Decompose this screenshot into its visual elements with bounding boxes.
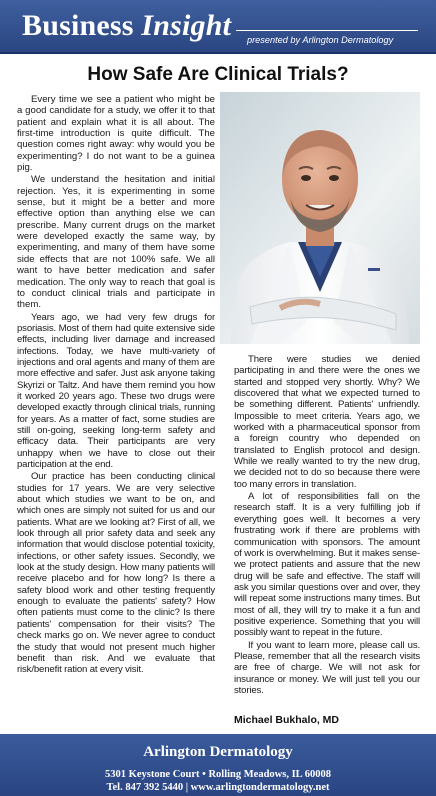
author-signature: Michael Bukhalo, MD	[234, 714, 340, 726]
paragraph-contact-invite: If you want to learn more, please call us. Please, remember that all the research visits are free of charge. We will not ask for insurance or money. We will just tell you our stories.	[234, 639, 420, 696]
presented-by: presented by Arlington Dermatology	[247, 35, 394, 45]
paragraph-denied-studies: There were studies we denied participating in and there were the ones we started and stopped very shortly. Why? We discovered that what we expected turned to be something different. Patients' unfriendly. Impossible to meet criteria. Years ago, we worked with a pharmaceutical sponsor from a foreign country who depended on translated to English protocol and design. While we really wanted to try the new drug, we decided not to do so because there were too many errors in translation.	[234, 354, 420, 490]
footer-address: 5301 Keystone Court • Rolling Meadows, IL 60008	[105, 769, 331, 780]
header-banner	[0, 0, 436, 54]
left-column	[17, 94, 215, 676]
paragraph-psoriasis: Years ago, we had very few drugs for psoriasis. Most of them had quite extensive side effects, including liver damage and increased infections. Today, we have multi-variety of injections and oral agents and many of them are more effective and safer. Just ask anyone taking Skyrizi or Taltz. And have them remind you how it worked 20 years ago. These two drugs were developed exactly through clinical trials, running for years. As a matter of fact, some studies are still on-going, seeking long-term safety and efficacy data. Their participants are very unhappy when we have to close out their participation at the end.	[17, 311, 215, 470]
right-column	[234, 354, 420, 696]
footer-contact: Tel. 847 392 5440 | www.arlingtondermatology.net	[106, 782, 330, 793]
paragraph-intro: Every time we see a patient who might be a good candidate for a study, we offer it to that patient and explain what it is all about. The first-time introduction is quite difficult. The question comes right away: why would you be experimenting? I do not want to be a guinea pig.	[17, 94, 215, 174]
paragraph-practice: Our practice has been conducting clinical studies for 17 years. We are very selective about which studies we want to be on, and which ones are simply not suited for us and our patients. What are we looking at? First of all, we look through all prior safety data and seek any information that would disclose potential toxicity, infections, or other safety issues. Secondly, we look at the study design. How many patients will receive placebo and for how long? Is there a safety blood work and other testing frequently enough to evaluate the patients' safety? How often patients must come to the clinic? Is there patients' compensation for their visits? The check marks go on. We never agree to conduct the study that would not present much higher benefit than risk. And we evaluate that risk/benefit ration at every visit.	[17, 471, 215, 676]
doctor-portrait-icon	[220, 92, 420, 344]
footer-practice-name: Arlington Dermatology	[143, 744, 293, 760]
newsletter-title: Business Insight	[22, 9, 232, 42]
doctor-photo	[220, 92, 420, 344]
banner-divider	[236, 30, 418, 31]
paragraph-research-staff: A lot of responsibilities fall on the research staff. It is a very fulfilling job if everything goes well. It becomes a very frustrating work if there are problems with communication with sponsors. The amount of work is overwhelming. But it makes sense- we protect patients and assure that the new drug will be safe and effective. The staff will ask you similar questions over and over, they will repeat some instructions many times. But most of all, they will try to make it a fun and positive experience. Something that you will possibly want to repeat in the future.	[234, 491, 420, 639]
paragraph-hesitation: We understand the hesitation and initial rejection. Yes, it is experimenting in some sense, but it might be a better and more effective option than anything else we can prescribe. Many current drugs on the market were developed exactly the same way, by experimenting, and many of them have some side effects that are not 100% safe. We all want to have better medication and safer medication. The only way to reach that goal is to conduct clinical trials and participate in them.	[17, 174, 215, 311]
article-headline: How Safe Are Clinical Trials?	[87, 64, 349, 85]
footer-banner	[0, 734, 436, 796]
